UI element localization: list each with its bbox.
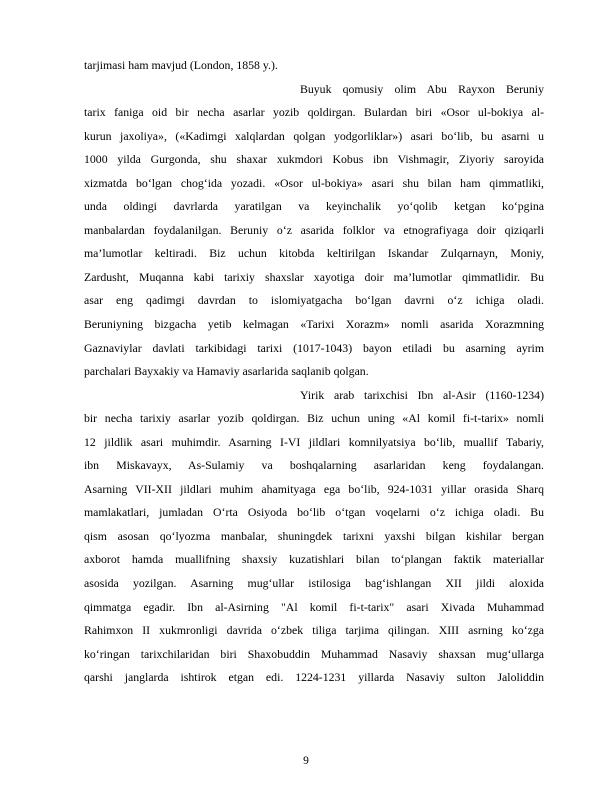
text-line: 1000 yilda Gurgonda, shu shaxar xukmdori Kobus ibn Vishmagir, Ziyoriy saroyida	[84, 152, 544, 167]
text-line: qimmatga egadir. Ibn al-Asirning "Al komil fi-t-tarix" asari Xivada Muhammad	[84, 599, 544, 614]
text-line: parchalari Bayxakiy va Hamaviy asarlarida saqlanib qolgan.	[84, 364, 369, 379]
text-line: Zardusht, Muqanna kabi tarixiy shaxslar xayotiga doir ma’lumotlar qimmatlidir. Bu	[84, 269, 544, 284]
text-line: xizmatda bo‘lgan chog‘ida yozadi. «Osor ul-bokiya» asari shu bilan ham qimmatliki,	[84, 175, 544, 190]
paragraph-first-line: Buyuk qomusiy olim Abu Rayxon Beruniy	[300, 81, 544, 96]
text-line: Rahimxon II xukmronligi davrida o‘zbek tiliga tarjima qilingan. XIII asrning ko‘zga	[84, 623, 544, 638]
text-line: Gaznaviylar davlati tarkibidagi tarixi (1017-1043) bayon etiladi bu asarning ayrim	[84, 340, 544, 355]
text-line: kurun jaxoliya», («Kadimgi xalqlardan qolgan yodgorliklar») asari bo‘lib, bu asarni u	[84, 128, 544, 143]
text-line: asosida yozilgan. Asarning mug‘ullar istilosiga bag‘ishlangan XII jildi aloxida	[84, 576, 544, 591]
text-line: axborot hamda muallifning shaxsiy kuzatishlari bilan to‘plangan faktik materiallar	[84, 552, 544, 567]
text-line: mamlakatlari, jumladan O‘rta Osiyoda bo‘lib o‘tgan voqelarni o‘z ichiga oladi. Bu	[84, 505, 544, 520]
text-line: ibn Miskavayx, As-Sulamiy va boshqalarning asarlaridan keng foydalangan.	[84, 458, 544, 473]
text-line: Beruniyning bizgacha yetib kelmagan «Tarixi Xorazm» nomli asarida Xorazmning	[84, 317, 544, 332]
text-line: ko‘ringan tarixchilaridan biri Shaxobuddin Muhammad Nasaviy shaxsan mug‘ullarga	[84, 646, 544, 661]
text-line: Asarning VII-XII jildlari muhim ahamityaga ega bo‘lib, 924-1031 yillar orasida Sharq	[84, 481, 544, 496]
document-body	[84, 54, 544, 690]
text-line: asar eng qadimgi davrdan to islomiyatgacha bo‘lgan davrni o‘z ichiga oladi.	[84, 293, 544, 308]
text-line: tarix faniga oid bir necha asarlar yozib qoldirgan. Bulardan biri «Osor ul-bokiya al-	[84, 105, 544, 120]
text-line: 12 jildlik asari muhimdir. Asarning I-VI jildlari komnilyatsiya bo‘lib, muallif Tabariy,	[84, 434, 544, 449]
text-line: ma’lumotlar keltiradi. Biz uchun kitobda keltirilgan Iskandar Zulqarnayn, Moniy,	[84, 246, 544, 261]
text-line: qism asosan qo‘lyozma manbalar, shuningdek tarixni yaxshi bilgan kishilar bergan	[84, 528, 544, 543]
text-line: manbalardan foydalanilgan. Beruniy o‘z asarida folklor va etnografiyaga doir qiziqarli	[84, 222, 544, 237]
text-line: unda oldingi davrlarda yaratilgan va keyinchalik yo‘qolib ketgan ko‘pgina	[84, 199, 544, 214]
text-line: tarjimasi ham mavjud (London, 1858 y.).	[84, 58, 278, 72]
text-line: bir necha tarixiy asarlar yozib qoldirgan. Biz uchun uning «Al komil fi-t-tarix» nomli	[84, 411, 544, 426]
text-line: qarshi janglarda ishtirok etgan edi. 1224-1231 yillarda Nasaviy sulton Jaloliddin	[84, 670, 544, 685]
page-number: 9	[303, 755, 309, 767]
paragraph-first-line: Yirik arab tarixchisi Ibn al-Asir (1160-1234)	[300, 387, 544, 402]
